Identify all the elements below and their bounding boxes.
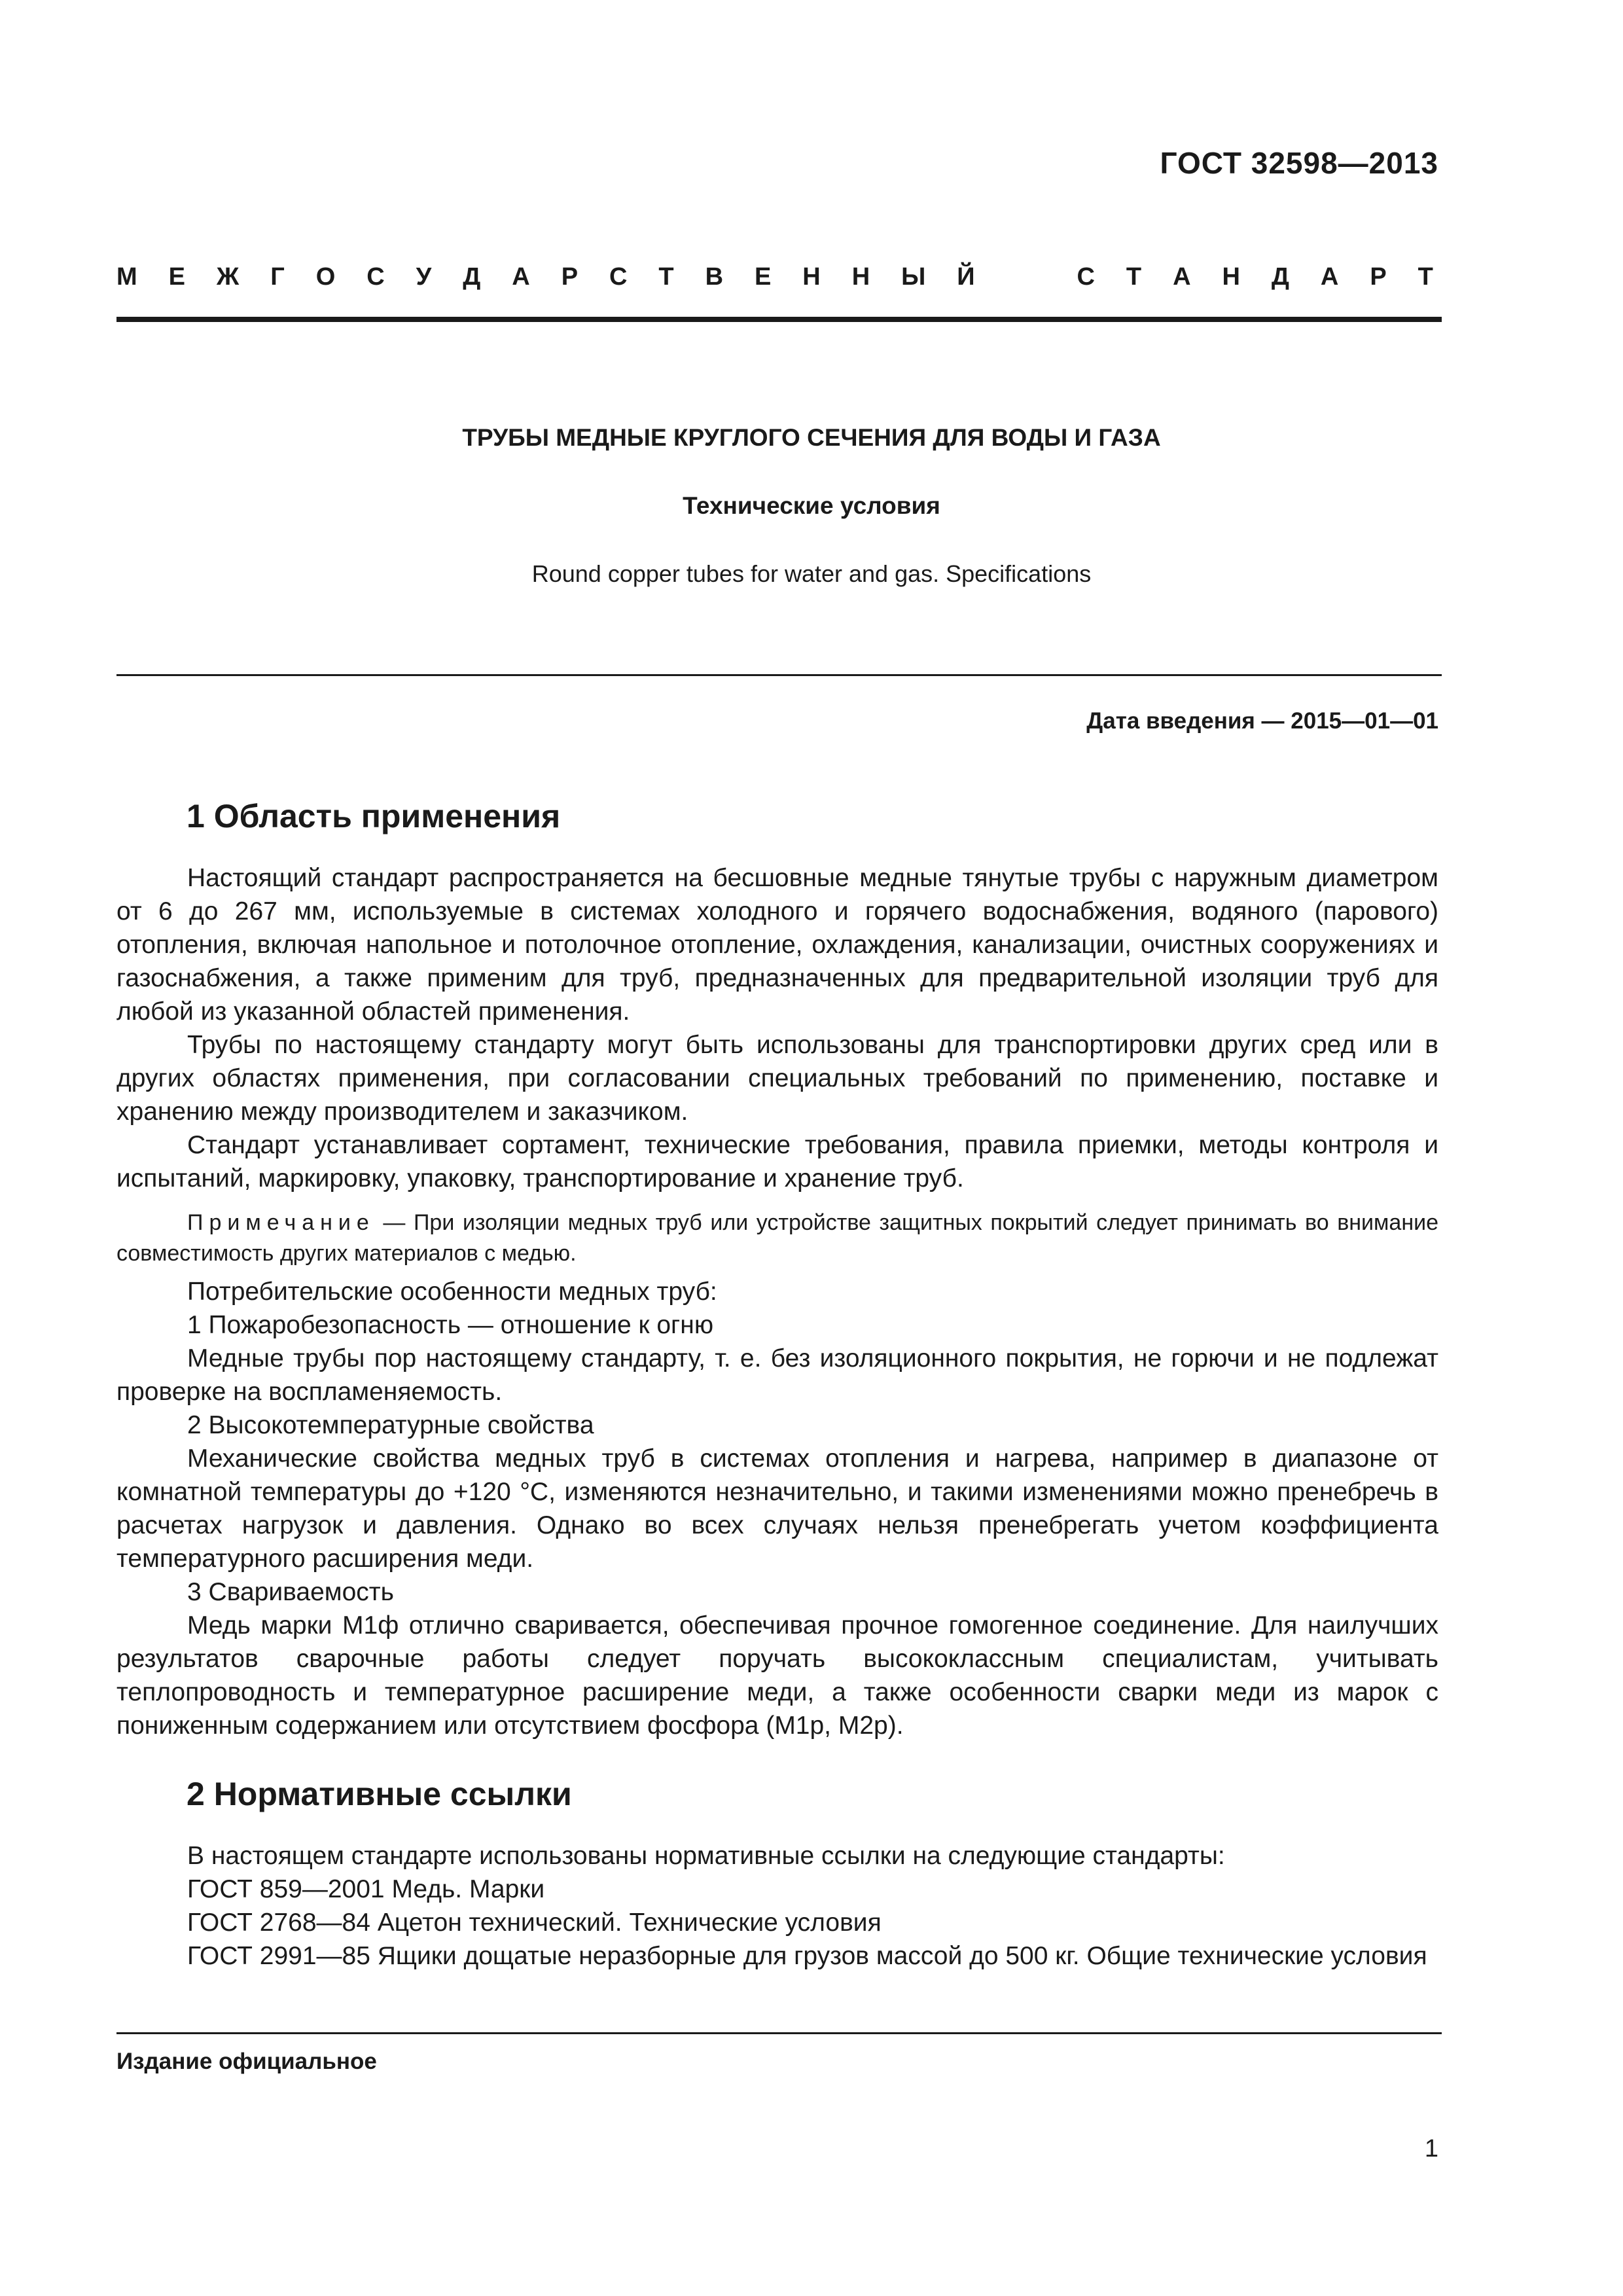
banner-letter: С [366,263,385,291]
banner-letter: Н [802,263,821,291]
paragraph: В настоящем стандарте использованы нормативные ссылки на следующие стандарты: [187,1842,1225,1870]
paragraph: Настоящий стандарт распространяется на бесшовные медные тянутые трубы с наружным диаметром от 6 до 267 мм, используемые в системах холодного и горячего водоснабжения, водяного (парового) отопления, включая напольное и потолочное отопление, охлаждения, канализации, очистных сооружениях и газоснабжения, а также применим для труб, предназначенных для предварительной изоляции труб для любой из указанной областей применения. [116,864,1438,1026]
banner-letter: Р [561,263,579,291]
banner-letter: Д [463,263,481,291]
paragraph: Механические свойства медных труб в системах отопления и нагрева, например в диапазоне от комнатной температуры до +120 °С, изменяются незначительно, и такими изменениями можно пренебречь в расчетах нагрузок и давления. Однако во всех случаях нельзя пренебрегать учетом коэффициента температурного расширения меди. [116,1444,1438,1573]
list-item: 1 Пожаробезопасность — отношение к огню [187,1311,714,1339]
banner-letter: Ы [901,263,926,291]
banner-letter: Е [168,263,185,291]
banner-letter: Р [1370,263,1387,291]
banner-letter: С [609,263,628,291]
banner-letter: С [1077,263,1095,291]
banner-letter: Г [270,263,285,291]
title-divider [116,674,1442,676]
document-title-english: Round copper tubes for water and gas. Specifications [531,560,1092,587]
paragraph: Трубы по настоящему стандарту могут быть использованы для транспортировки других сред или в других областях применения, при согласовании специальных требований по применению, поставке и хранению между производителем и заказчиком. [116,1031,1438,1126]
banner-letter: О [315,263,336,291]
page-number: 1 [1424,2135,1438,2162]
paragraph: Потребительские особенности медных труб: [187,1278,717,1306]
paragraph: Медь марки М1ф отлично сваривается, обеспечивая прочное гомогенное соединение. Для наилучших результатов сварочные работы следует поручать высококлассным специалистам, учитывать теплопроводность и температурное расширение меди, а также особенности сварки меди из марок с пониженным содержанием или отсутствием фосфора (М1р, М2р). [116,1611,1438,1740]
footer-divider [116,2032,1442,2034]
banner-letter: В [705,263,724,291]
paragraph: Медные трубы пор настоящему стандарту, т. е. без изоляционного покрытия, не горючи и не подлежат проверке на воспламеняемость. [116,1344,1438,1406]
interstate-standard-banner [116,263,1433,291]
document-subtitle: Технические условия [683,492,940,519]
reference-item: ГОСТ 2991—85 Ящики дощатые неразборные для грузов массой до 500 кг. Общие технические условия [187,1942,1427,1970]
banner-letter: Е [754,263,772,291]
banner-letter: Й [957,263,975,291]
banner-letter: Д [1271,263,1289,291]
banner-letter: Т [658,263,674,291]
note-text: — При изоляции медных труб или устройстве защитных покрытий следует принимать во внимание совместимость других материалов с медью. [116,1210,1438,1266]
normative-references-text [116,1839,1438,1973]
banner-letter: У [416,263,432,291]
scope-text [116,861,1438,1195]
note-label: Примечание [187,1210,375,1235]
consumer-features-text [116,1275,1438,1742]
banner-letter: А [1173,263,1191,291]
section-heading-scope: 1 Область применения [187,798,561,834]
list-item: 3 Свариваемость [187,1578,394,1606]
banner-letter: М [116,263,137,291]
introduction-date: Дата введения — 2015—01—01 [1086,708,1438,734]
standard-number: ГОСТ 32598—2013 [1160,146,1438,180]
list-item: 2 Высокотемпературные свойства [187,1411,594,1439]
section-heading-normative-references: 2 Нормативные ссылки [187,1776,572,1812]
paragraph: Стандарт устанавливает сортамент, технические требования, правила приемки, методы контроля и испытаний, маркировку, упаковку, транспортирование и хранение труб. [116,1131,1438,1193]
banner-letter: Н [1222,263,1240,291]
banner-letter: А [512,263,530,291]
banner-letter: А [1320,263,1339,291]
edition-label: Издание официальное [116,2049,377,2074]
banner-letter: Т [1126,263,1142,291]
reference-item: ГОСТ 859—2001 Медь. Марки [187,1875,545,1903]
note [116,1208,1438,1269]
banner-letter: Н [851,263,870,291]
banner-letter: Ж [216,263,240,291]
banner-letter: Т [1418,263,1433,291]
document-title: ТРУБЫ МЕДНЫЕ КРУГЛОГО СЕЧЕНИЯ ДЛЯ ВОДЫ И ГАЗА [462,424,1161,451]
reference-item: ГОСТ 2768—84 Ацетон технический. Технические условия [187,1909,882,1937]
header-divider [116,317,1442,322]
